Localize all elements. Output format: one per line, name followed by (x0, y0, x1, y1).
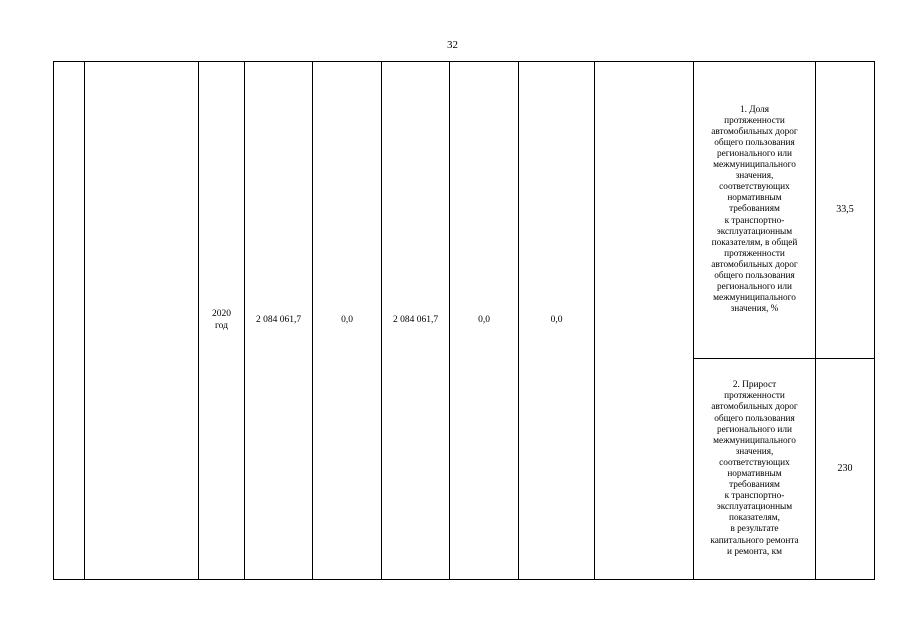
empty-cell (595, 62, 694, 580)
regional-budget-cell: 2 084 061,7 (382, 62, 450, 580)
federal-budget-cell: 0,0 (313, 62, 382, 580)
indicator-name-cell: 2. Прирост протяженности автомобильных дорог общего пользования регионального или межмуниципального значения, соответствующих нормативным требованиям к транспортно- эксплуатационным показателям, в результате капитального ремонта и ремонта, км (694, 359, 816, 580)
page-number: 32 (447, 39, 458, 51)
other-sources-cell: 0,0 (519, 62, 595, 580)
table-row (54, 62, 875, 359)
indicator-value-cell: 33,5 (816, 62, 875, 359)
local-budget-cell: 0,0 (450, 62, 519, 580)
year-cell: 2020 год (199, 62, 245, 580)
total-cell: 2 084 061,7 (245, 62, 313, 580)
name-cell (85, 62, 199, 580)
indicator-value-cell: 230 (816, 359, 875, 580)
indicator-name-cell: 1. Доля протяженности автомобильных дорог общего пользования регионального или межмуниципального значения, соответствующих нормативным требованиям к транспортно- эксплуатационным показателям, в общей протяженности автомобильных дорог общего пользования регионального или межмуниципального значения, % (694, 62, 816, 359)
number-cell (54, 62, 85, 580)
budget-table (53, 61, 875, 580)
